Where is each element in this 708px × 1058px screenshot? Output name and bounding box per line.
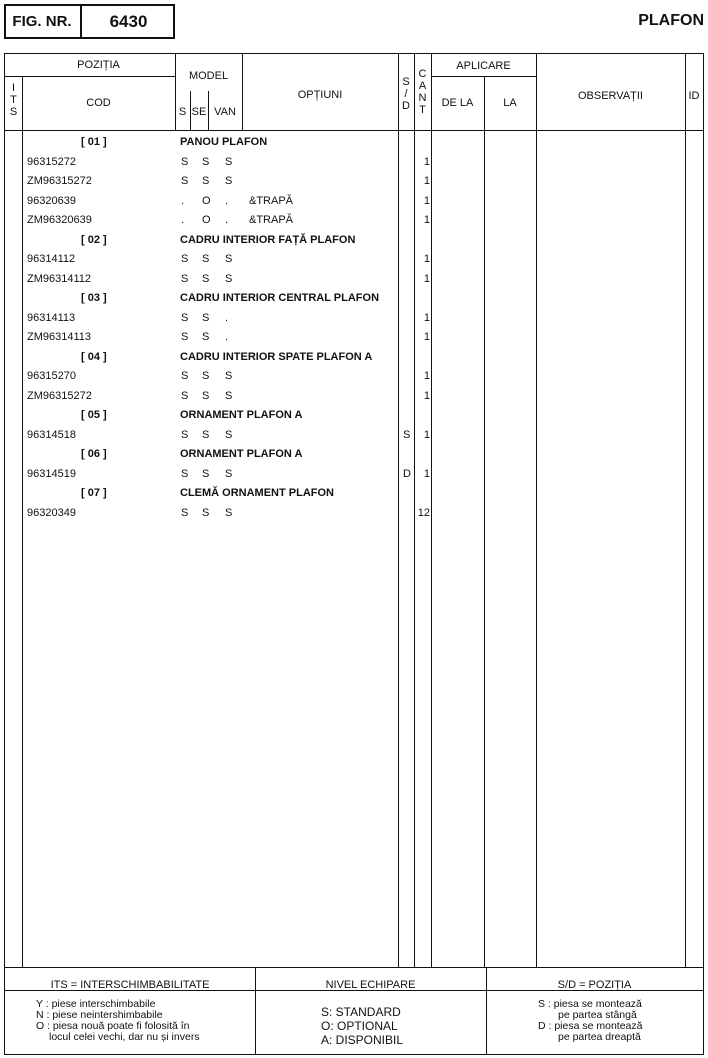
model-van-value: S	[225, 253, 233, 265]
group-title: CLEMĂ ORNAMENT PLAFON	[180, 484, 334, 503]
model-se-value: S	[202, 155, 210, 168]
side-value: D	[403, 467, 411, 480]
model-se-value: S	[202, 506, 210, 519]
model-s-value: S	[181, 389, 189, 402]
header-its: I T S	[9, 82, 18, 118]
quantity-value: 1	[423, 155, 430, 168]
model-van-value: S	[225, 506, 233, 519]
model-se-value: O	[202, 194, 211, 207]
model-s-value: S	[181, 253, 189, 265]
position-number: [ 04 ]	[81, 350, 107, 363]
model-se-value: S	[202, 389, 210, 402]
table-row	[5, 172, 703, 191]
table-row	[5, 153, 703, 172]
side-value: S	[403, 428, 411, 441]
model-s-value: S	[181, 506, 189, 519]
header-sd: S / D	[402, 76, 410, 112]
quantity-value: 1	[423, 331, 430, 343]
position-number: [ 06 ]	[81, 448, 107, 460]
model-se-value: S	[202, 175, 210, 187]
quantity-value: 1	[423, 467, 430, 480]
header-pozitia: POZIȚIA	[77, 59, 120, 71]
group-title: PANOU PLAFON	[180, 133, 267, 152]
model-van-value: S	[225, 428, 233, 441]
model-van-value: S	[225, 370, 233, 382]
group-title: CADRU INTERIOR FAȚĂ PLAFON	[180, 231, 355, 250]
table-row	[5, 250, 703, 269]
position-number: [ 01 ]	[81, 136, 107, 148]
group-title: ORNAMENT PLAFON A	[180, 445, 302, 464]
position-number: [ 07 ]	[81, 487, 107, 499]
group-row	[5, 406, 703, 425]
position-number: [ 03 ]	[81, 292, 107, 304]
page-title: PLAFON	[638, 12, 704, 29]
position-number: [ 05 ]	[81, 409, 107, 421]
table-row	[5, 465, 703, 484]
model-s-value: .	[181, 194, 185, 207]
header-id: ID	[688, 90, 700, 102]
part-code: 96314112	[27, 253, 76, 265]
header-model-van: VAN	[214, 106, 236, 118]
table-row	[5, 270, 703, 289]
model-van-value: S	[225, 467, 233, 480]
table-row	[5, 387, 703, 406]
header-la: LA	[503, 97, 517, 109]
part-code: 96314519	[27, 467, 76, 480]
part-code: ZM96314112	[27, 272, 92, 285]
group-title: ORNAMENT PLAFON A	[180, 406, 302, 425]
part-code: 96315270	[27, 370, 76, 382]
table-row	[5, 367, 703, 386]
model-s-value: S	[181, 155, 189, 168]
quantity-value: 1	[423, 214, 430, 226]
model-van-value: S	[225, 155, 233, 168]
part-code: ZM96315272	[27, 175, 92, 187]
option-value: &TRAPĂ	[249, 214, 294, 226]
header-model: MODEL	[188, 70, 229, 82]
legend-sd-title: S/D = POZIȚIA	[557, 979, 632, 991]
model-s-value: S	[181, 331, 189, 343]
model-van-value: .	[225, 194, 229, 207]
quantity-value: 1	[423, 389, 430, 402]
model-s-value: S	[181, 175, 189, 187]
model-s-value: S	[181, 370, 189, 382]
part-code: 96314113	[27, 311, 76, 324]
model-se-value: O	[202, 214, 211, 226]
quantity-value: 1	[423, 175, 430, 187]
parts-table	[4, 53, 704, 1055]
model-se-value: S	[202, 253, 210, 265]
group-row	[5, 484, 703, 503]
model-s-value: S	[181, 428, 189, 441]
group-row	[5, 133, 703, 152]
table-row	[5, 504, 703, 523]
quantity-value: 1	[423, 253, 430, 265]
header-optiuni: OPȚIUNI	[297, 89, 343, 101]
table-row	[5, 309, 703, 328]
model-se-value: S	[202, 467, 210, 480]
header-model-se: SE	[191, 106, 207, 118]
header-observatii: OBSERVAȚII	[577, 90, 643, 102]
model-van-value: S	[225, 272, 233, 285]
group-row	[5, 289, 703, 308]
group-row	[5, 231, 703, 250]
part-code: ZM96315272	[27, 389, 92, 402]
model-se-value: S	[202, 311, 210, 324]
legend-its-lines: Y : piese interschimbabile N : piese neintershimbabile O : piesa nouă poate fi folosită în locul celei vechi, dar nu și invers	[36, 998, 200, 1043]
option-value: &TRAPĂ	[249, 194, 294, 207]
fig-number: 6430	[109, 11, 148, 31]
fig-label: FIG. NR.	[4, 4, 82, 39]
model-se-value: S	[202, 428, 210, 441]
group-row	[5, 348, 703, 367]
model-s-value: S	[181, 311, 189, 324]
header-cant: C A N T	[418, 68, 427, 116]
header-aplicare: APLICARE	[456, 60, 511, 72]
quantity-value: 1	[423, 428, 430, 441]
model-van-value: .	[225, 331, 229, 343]
header-de-la: DE LA	[441, 97, 474, 109]
model-s-value: S	[181, 272, 189, 285]
model-se-value: S	[202, 370, 210, 382]
legend-nivel-lines: S: STANDARD O: OPTIONAL A: DISPONIBIL	[321, 1005, 404, 1047]
quantity-value: 1	[423, 370, 430, 382]
group-title: CADRU INTERIOR SPATE PLAFON A	[180, 348, 372, 367]
quantity-value: 1	[423, 311, 430, 324]
quantity-value: 1	[423, 272, 430, 285]
model-van-value: .	[225, 214, 229, 226]
header-cod: COD	[86, 97, 111, 109]
table-row	[5, 328, 703, 347]
part-code: 96315272	[27, 155, 76, 168]
legend-its-title: ITS = INTERSCHIMBABILITATE	[50, 979, 210, 991]
model-s-value: .	[181, 214, 185, 226]
group-row	[5, 445, 703, 464]
part-code: ZM96314113	[27, 331, 92, 343]
model-se-value: S	[202, 331, 210, 343]
header-model-s: S	[178, 106, 187, 118]
part-code: ZM96320639	[27, 214, 92, 226]
position-number: [ 02 ]	[81, 233, 107, 246]
legend-sd-lines: S : piesa se montează pe partea stângă D : piesa se montează pe partea dreaptă	[538, 998, 643, 1043]
model-van-value: S	[225, 175, 233, 187]
model-se-value: S	[202, 272, 210, 285]
model-van-value: .	[225, 311, 229, 324]
part-code: 96314518	[27, 428, 76, 441]
table-row	[5, 426, 703, 445]
table-row	[5, 211, 703, 230]
quantity-value: 12	[417, 506, 430, 519]
group-title: CADRU INTERIOR CENTRAL PLAFON	[180, 289, 379, 308]
quantity-value: 1	[423, 194, 430, 207]
model-van-value: S	[225, 389, 233, 402]
part-code: 96320349	[27, 506, 76, 519]
table-row	[5, 192, 703, 211]
model-s-value: S	[181, 467, 189, 480]
part-code: 96320639	[27, 194, 76, 207]
legend-nivel-title: NIVEL ECHIPARE	[325, 979, 416, 991]
